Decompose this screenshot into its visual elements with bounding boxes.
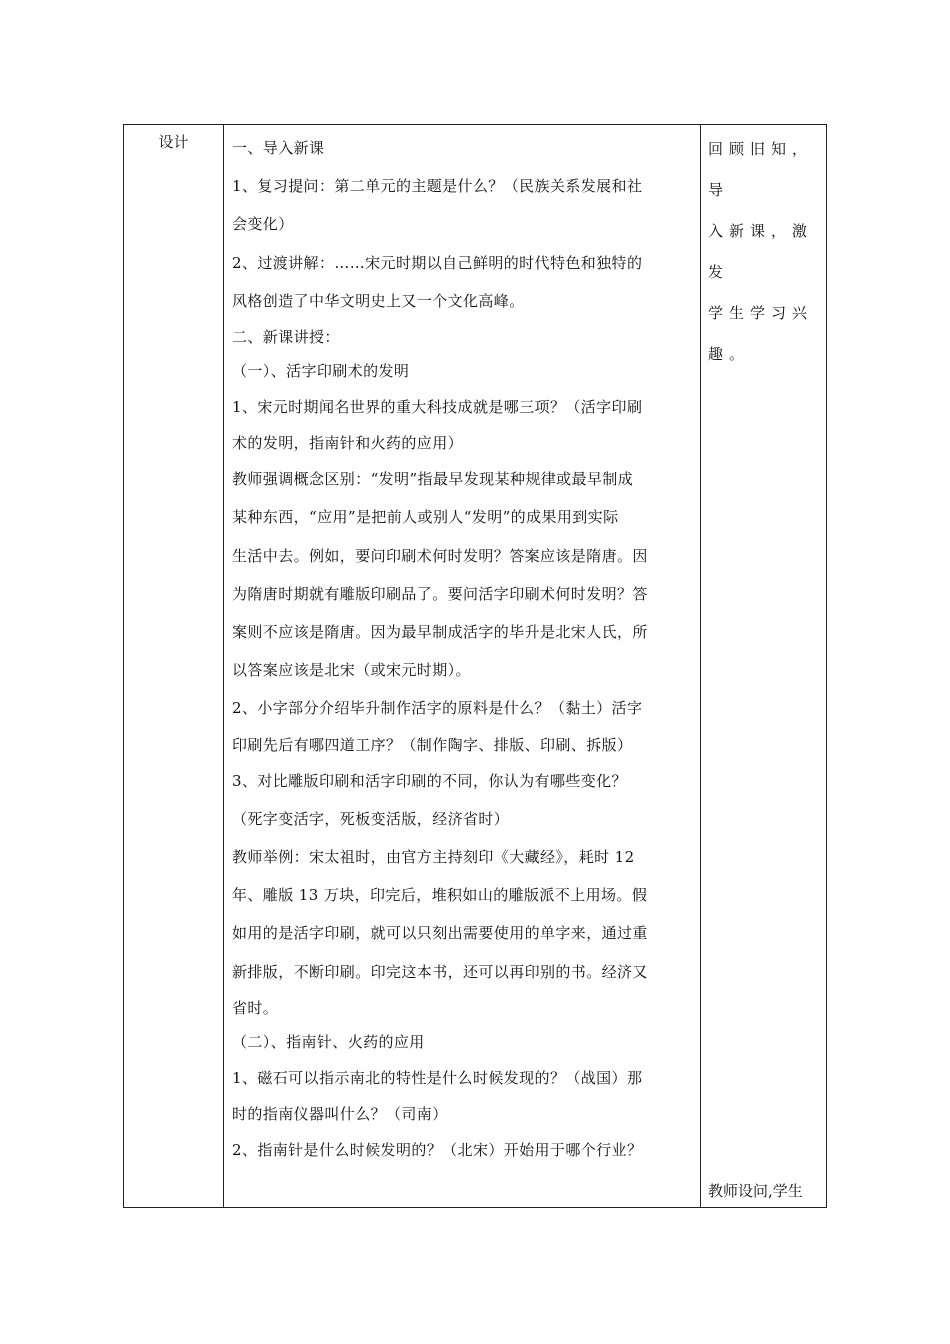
column-divider-right	[700, 125, 701, 1207]
content-line: 新排版，不断印刷。印完这本书，还可以再印别的书。经济又	[232, 962, 648, 981]
content-line: 教师举例：宋太祖时，由官方主持刻印《大藏经》，耗时 12	[232, 848, 635, 867]
content-line: 省时。	[232, 998, 279, 1017]
content-line: （二）、指南针、火药的应用	[232, 1032, 425, 1051]
content-line: 教师强调概念区别：“发明”指最早发现某种规律或最早制成	[232, 470, 634, 489]
content-line: 生活中去。例如，要问印刷术何时发明？答案应该是隋唐。因	[232, 546, 648, 565]
content-line: （一）、活字印刷术的发明	[232, 362, 410, 381]
content-line: 年、雕版 13 万块，印完后，堆积如山的雕版派不上用场。假	[232, 886, 648, 905]
content-line: 2、小字部分介绍毕升制作活字的原料是什么？（黏土）活字	[232, 699, 643, 718]
content-line: 为隋唐时期就有雕版印刷品了。要问活字印刷术何时发明？答	[232, 584, 648, 603]
column-divider-left	[223, 125, 224, 1207]
content-line: 3、对比雕版印刷和活字印刷的不同，你认为有哪些变化？	[232, 771, 627, 790]
content-line: 某种东西，“应用”是把前人或别人“发明”的成果用到实际	[232, 508, 619, 527]
section-label: 设计	[158, 133, 189, 151]
lesson-content	[232, 129, 692, 1169]
content-line: 一、导入新课	[232, 139, 325, 157]
content-line: 时的指南仪器叫什么？（司南）	[232, 1105, 448, 1124]
content-line: 2、指南针是什么时候发明的？（北宋）开始用于哪个行业？	[232, 1141, 643, 1160]
content-line: 以答案应该是北宋（或宋元时期）。	[232, 661, 471, 680]
content-line: 会变化）	[232, 215, 294, 234]
note-line: 趣。	[708, 345, 751, 363]
content-line: 术的发明，指南针和火药的应用）	[232, 434, 464, 453]
content-line: 1、磁石可以指示南北的特性是什么时候发现的？（战国）那	[232, 1068, 643, 1087]
content-line: 二、新课讲授：	[232, 328, 340, 347]
content-line: （死字变活字，死板变活版，经济省时）	[232, 809, 510, 828]
lesson-plan-table	[123, 124, 827, 1208]
teaching-note	[708, 129, 820, 375]
note-line: 入新课，激发	[708, 222, 814, 281]
content-line: 2、过渡讲解：……宋元时期以自己鲜明的时代特色和独特的	[232, 253, 643, 272]
content-line: 1、复习提问：第二单元的主题是什么？（民族关系发展和社	[232, 177, 643, 196]
content-line: 风格创造了中华文明史上又一个文化高峰。	[232, 291, 525, 310]
content-line: 如用的是活字印刷，就可以只刻出需要使用的单字来，通过重	[232, 924, 648, 943]
content-line: 1、宋元时期闻名世界的重大科技成就是哪三项？（活字印刷	[232, 398, 643, 417]
note-line: 回顾旧知，导	[708, 140, 814, 199]
teaching-note-bottom: 教师设问,学生	[708, 1182, 803, 1200]
content-line: 案则不应该是隋唐。因为最早制成活字的毕升是北宋人氏，所	[232, 623, 648, 642]
note-line: 学生学习兴	[708, 304, 814, 322]
content-line: 印刷先后有哪四道工序？（制作陶字、排版、印刷、拆版）	[232, 735, 633, 754]
